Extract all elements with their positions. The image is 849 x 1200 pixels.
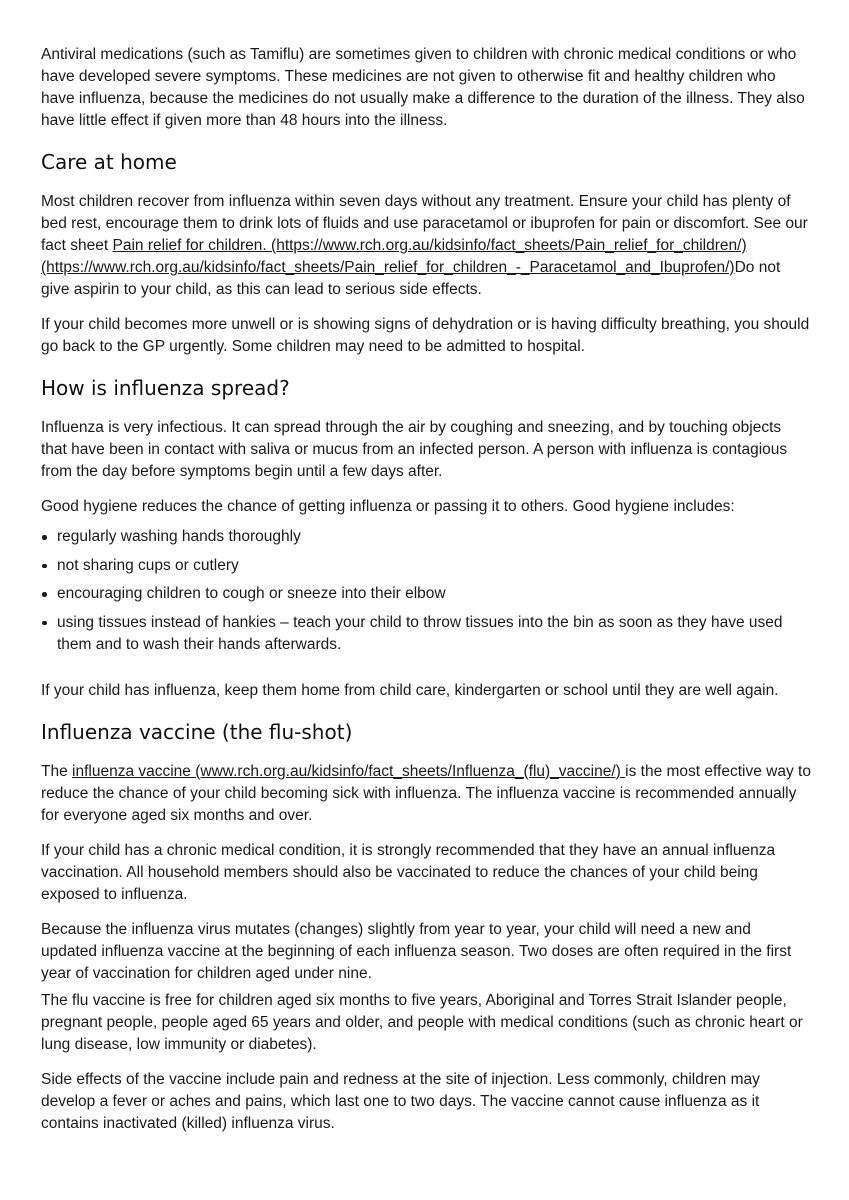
infectious-paragraph: Influenza is very infectious. It can spread through the air by coughing and sneezing, and by touching objects that have been in contact with saliva or mucus from an infected person. A person with influenza is contagious from the day before symptoms begin until a few days after. xyxy=(41,419,788,480)
pain-relief-link[interactable]: Pain relief for children. (https://www.rch.org.au/kidsinfo/fact_sheets/Pain_relief_for_children/) xyxy=(112,237,747,254)
hygiene-intro-paragraph: Good hygiene reduces the chance of getting influenza or passing it to others. Good hygiene includes: xyxy=(41,498,735,515)
hygiene-list xyxy=(41,526,811,656)
care-text-before-link: Most children recover from influenza within seven days without any treatment. Ensure your child has plenty of bed rest, encourage them to drink lots of fluids and use paracetamol or ibuprofen for pain or discomfort. See our fact sheet xyxy=(41,193,808,254)
list-item: not sharing cups or cutlery xyxy=(57,555,811,577)
chronic-condition-paragraph: If your child has a chronic medical condition, it is strongly recommended that they have an annual influenza vaccination. All household members should also be vaccinated to reduce the chances of your child being exposed to influenza. xyxy=(41,841,776,903)
influenza-vaccine-link[interactable]: influenza vaccine (www.rch.org.au/kidsinfo/fact_sheets/Influenza_(flu)_vaccine/) xyxy=(72,762,626,780)
side-effects-paragraph: Side effects of the vaccine include pain and redness at the site of injection. Less commonly, children may develop a fever or aches and pains, which last one to two days. The vaccine cannot cause influenza as it contains inactivated (killed) influenza virus. xyxy=(41,1070,760,1132)
document-page xyxy=(41,44,811,1135)
keep-home-paragraph: If your child has influenza, keep them home from child care, kindergarten or school until they are well again. xyxy=(41,681,779,699)
list-item: regularly washing hands thoroughly xyxy=(57,526,811,548)
care-text-after-link: Do not give aspirin to your child, as this can lead to serious side effects. xyxy=(41,259,781,298)
unwell-paragraph: If your child becomes more unwell or is showing signs of dehydration or is having difficulty breathing, you should go back to the GP urgently. Some children may need to be admitted to hospital. xyxy=(41,316,810,355)
free-vaccine-paragraph: The flu vaccine is free for children aged six months to five years, Aboriginal and Torres Strait Islander people, pregnant people, people aged 65 years and older, and people with medical conditions (such as chronic heart or lung disease, low immunity or diabetes). xyxy=(41,991,803,1053)
heading-care-at-home: Care at home xyxy=(41,150,177,174)
heading-influenza-vaccine: Influenza vaccine (the flu-shot) xyxy=(41,719,353,744)
vaccine-text-before-link: The xyxy=(41,762,73,780)
heading-influenza-spread: How is influenza spread? xyxy=(41,376,290,400)
vaccine-text-after-link: is the most effective way to reduce the chance of your child becoming sick with influenza. The influenza vaccine is recommended annually for everyone aged six months and over. xyxy=(41,762,811,824)
list-item: encouraging children to cough or sneeze into their elbow xyxy=(57,583,811,605)
list-item: using tissues instead of hankies – teach your child to throw tissues into the bin as soon as they have used them and to wash their hands afterwards. xyxy=(57,612,811,656)
care-at-home-paragraph xyxy=(41,191,811,301)
antiviral-paragraph: Antiviral medications (such as Tamiflu) are sometimes given to children with chronic medical conditions or who have developed severe symptoms. These medicines are not given to otherwise fit and healthy children who have influenza, because the medicines do not usually make a difference to the duration of the illness. They also have little effect if given more than 48 hours into the illness. xyxy=(41,46,805,129)
virus-mutates-paragraph: Because the influenza virus mutates (changes) slightly from year to year, your child will need a new and updated influenza vaccine at the beginning of each influenza season. Two doses are often required in the first year of vaccination for children aged under nine. xyxy=(41,920,792,982)
paracetamol-ibuprofen-link[interactable]: (https://www.rch.org.au/kidsinfo/fact_sheets/Pain_relief_for_children_-_Paracetamol_and_Ibuprofen/) xyxy=(41,259,735,276)
vaccine-intro-paragraph xyxy=(41,761,811,827)
